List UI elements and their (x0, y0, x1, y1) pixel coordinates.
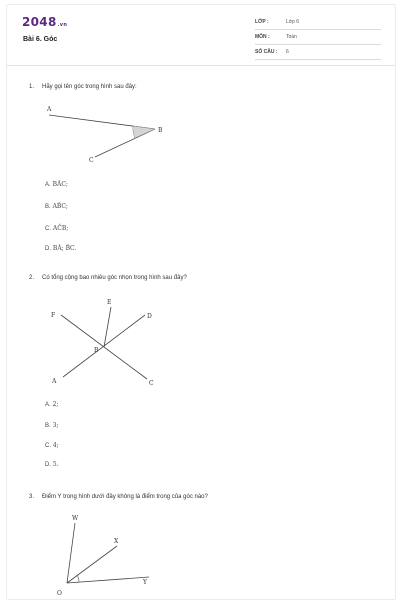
option-text: 3; (52, 422, 59, 429)
question-text: Hãy gọi tên góc trong hình sau đây: (42, 84, 137, 90)
option-text: AB̂C; (52, 203, 68, 210)
label-a: A (47, 106, 52, 113)
figure-angle-wox (37, 513, 177, 599)
answer-option-d[interactable] (45, 245, 76, 252)
meta-value: Toán (286, 34, 297, 40)
question-number: 2. (29, 275, 35, 281)
answer-option-b[interactable] (45, 422, 58, 429)
option-text: BÂ; B̂C. (52, 245, 77, 252)
ray-ow (67, 523, 75, 583)
question-number: 1. (29, 84, 35, 90)
meta-row-subject (255, 32, 381, 45)
answer-option-c[interactable] (45, 442, 59, 449)
answer-option-a[interactable] (45, 401, 58, 408)
label-y: Y (143, 579, 147, 586)
label-e: E (107, 299, 112, 306)
label-c: C (89, 157, 94, 164)
lesson-title: Bài 6. Góc (23, 36, 58, 43)
option-text: 2; (52, 401, 59, 408)
meta-value: 6 (286, 49, 289, 55)
answer-option-c[interactable] (45, 225, 68, 232)
answer-option-a[interactable] (45, 181, 68, 188)
meta-label: LỚP : (255, 19, 269, 25)
worksheet-card (6, 4, 396, 600)
meta-row-count (255, 47, 381, 60)
label-x: X (114, 538, 119, 545)
angle-marker-o (77, 575, 79, 582)
question-text: Có tổng cộng bao nhiêu góc nhọn trong hình sau đây? (42, 275, 187, 281)
answer-option-d[interactable] (45, 461, 59, 468)
label-a: A (52, 378, 57, 385)
worksheet-header (7, 5, 395, 66)
option-prefix: B. (45, 204, 51, 210)
label-w: W (72, 515, 79, 522)
meta-row-class (255, 17, 381, 30)
option-prefix: C. (45, 226, 51, 232)
label-d: D (147, 313, 152, 320)
label-b: B (94, 347, 99, 354)
logo-suffix: .vn (57, 22, 68, 28)
label-b: B (158, 127, 163, 134)
logo-text: 2048 (22, 15, 57, 29)
figure-intersecting-lines (37, 295, 177, 395)
meta-label: MÔN : (255, 34, 270, 40)
option-text: 5. (52, 461, 59, 468)
option-prefix: A. (45, 182, 51, 188)
answer-option-b[interactable] (45, 203, 68, 210)
option-prefix: B. (45, 423, 51, 429)
option-prefix: C. (45, 443, 51, 449)
question-number: 3. (29, 494, 35, 500)
question-text: Điểm Y trong hình dưới đây không là điểm trong của góc nào? (42, 494, 208, 500)
option-text: AĈB; (52, 225, 69, 232)
option-text: 4; (52, 442, 59, 449)
option-prefix: D. (45, 246, 51, 252)
ray-ox (67, 546, 117, 583)
option-prefix: A. (45, 402, 51, 408)
option-prefix: D. (45, 462, 51, 468)
option-text: BÂC; (52, 181, 68, 188)
ray-oy (67, 577, 149, 583)
angle-marker-b (133, 126, 155, 138)
site-logo[interactable] (22, 15, 67, 29)
label-c: C (149, 380, 154, 387)
meta-label: SỐ CÂU : (255, 49, 278, 55)
label-f: F (51, 312, 56, 319)
label-o: O (57, 590, 62, 597)
meta-value: Lớp 6 (286, 19, 300, 25)
figure-angle-abc (37, 99, 177, 169)
